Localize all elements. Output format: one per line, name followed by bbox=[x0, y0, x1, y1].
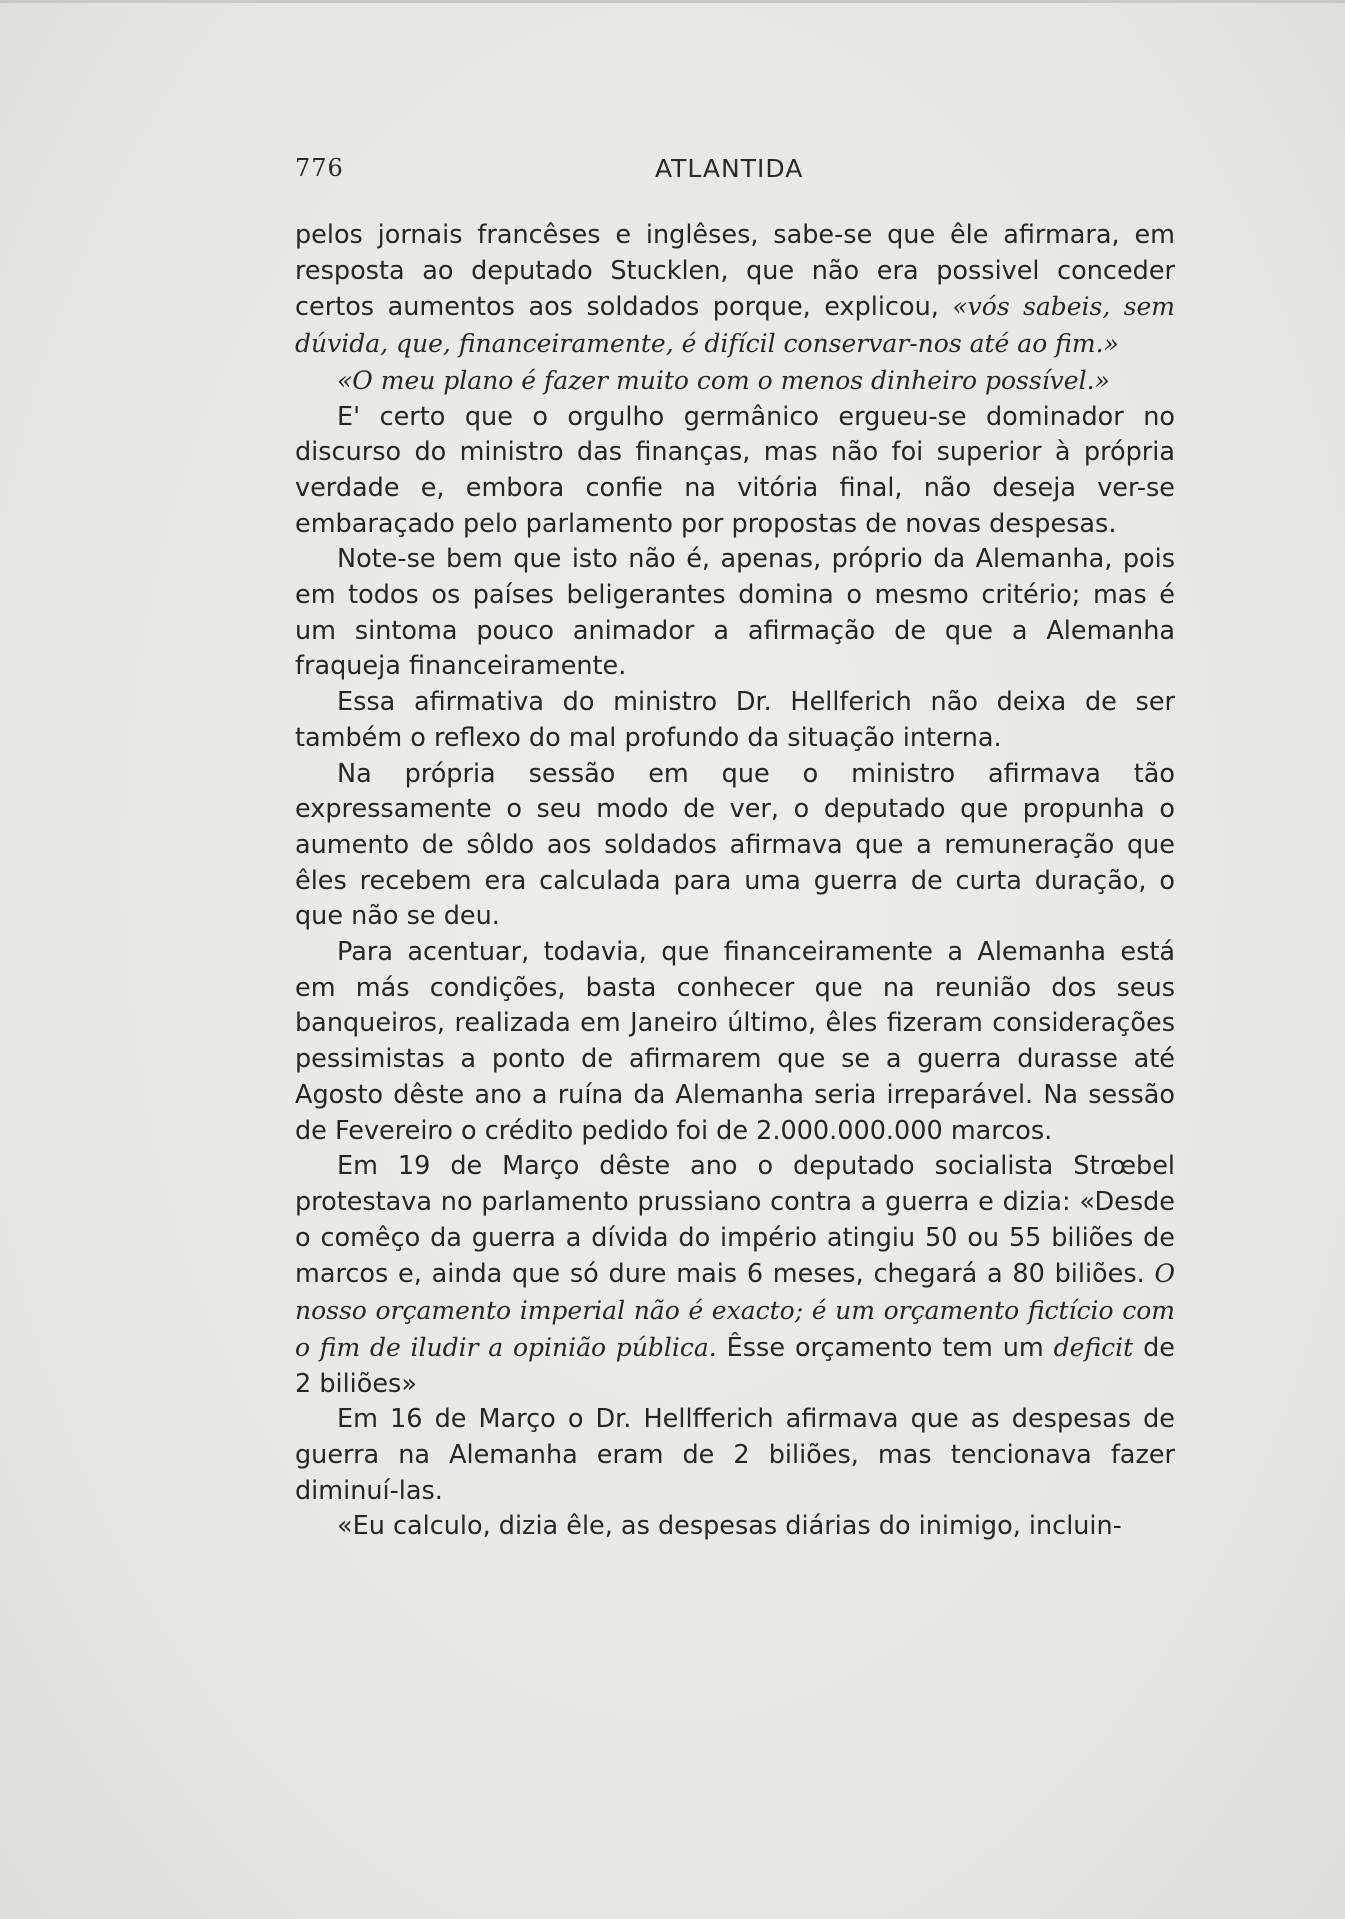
paragraph-7 bbox=[295, 935, 1175, 1149]
paragraph-text: Note-se bem que isto não é, apenas, próprio da Alemanha, pois em todos os países beligerantes domina o mesmo critério; mas é um sintoma pouco animador a afirmação de que a Alemanha fraqueja financeiramente. bbox=[295, 544, 1175, 682]
paragraph-text: de 2 biliões» bbox=[295, 1332, 1175, 1399]
article-body bbox=[295, 218, 1175, 1545]
paragraph-3 bbox=[295, 400, 1175, 543]
paragraph-6 bbox=[295, 757, 1175, 936]
paragraph-text: Em 16 de Março o Dr. Hellfferich afirmava que as despesas de guerra na Alemanha eram de 2 biliões, mas tencionava fazer diminuí-las. bbox=[295, 1404, 1175, 1506]
paragraph-text: Em 19 de Março dêste ano o deputado socialista Strœbel protestava no parlamento prussiano contra a guerra e dizia: «Desde o comêço da guerra a dívida do império atingiu 50 ou 55 biliões de marcos e, ainda que só dure mais 6 meses, chegará a 80 biliões. bbox=[295, 1151, 1175, 1290]
paragraph-text: E' certo que o orgulho germânico ergueu-se dominador no discurso do ministro das finanças, mas não foi superior à própria verdade e, embora confie na vitória final, não deseja ver-se embaraçado pelo parlamento por propostas de novas despesas. bbox=[295, 401, 1175, 539]
paragraph-4 bbox=[295, 542, 1175, 685]
quotation-text: O nosso orçamento imperial não é exacto; é um orçamento fictício com o fim de iludir a opinião pública. bbox=[295, 1259, 1175, 1362]
paragraph-text: Êsse orçamento tem um bbox=[716, 1332, 1054, 1363]
page-top-edge bbox=[0, 0, 1345, 3]
paragraph-text: Essa afirmativa do ministro Dr. Hellferich não deixa de ser também o reflexo do mal profundo da situação interna. bbox=[295, 687, 1175, 753]
paragraph-5 bbox=[295, 685, 1175, 756]
page-number: 776 bbox=[295, 154, 344, 182]
foreign-term: deficit bbox=[1053, 1332, 1134, 1362]
paragraph-10 bbox=[295, 1509, 1175, 1545]
paragraph-text: «Eu calculo, dizia êle, as despesas diárias do inimigo, incluin- bbox=[337, 1511, 1122, 1542]
paragraph-8 bbox=[295, 1149, 1175, 1402]
paragraph-text: Na própria sessão em que o ministro afirmava tão expressamente o seu modo de ver, o deputado que propunha o aumento de sôldo aos soldados afirmava que a remuneração que êles recebem era calculada para uma guerra de curta duração, o que não se deu. bbox=[295, 758, 1175, 932]
quotation-text: «vós sabeis, sem dúvida, que, financeiramente, é difícil conservar-nos até ao fim.» bbox=[295, 292, 1175, 359]
paragraph-text: pelos jornais francêses e inglêses, sabe-se que êle afirmara, em resposta ao deputado Stucklen, que não era possivel conceder certos aumentos aos soldados porque, explicou, bbox=[295, 220, 1175, 323]
paragraph-9 bbox=[295, 1402, 1175, 1509]
paragraph-1 bbox=[295, 218, 1175, 363]
paragraph-text: Para acentuar, todavia, que financeiramente a Alemanha está em más condições, basta conhecer que na reunião dos seus banqueiros, realizada em Janeiro último, êles fizeram considerações pessimistas a ponto de afirmarem que se a guerra durasse até Agosto dêste ano a ruína da Alemanha seria irreparável. Na sessão de Fevereiro o crédito pedido foi de 2.000.000.000 marcos. bbox=[295, 937, 1175, 1146]
running-header bbox=[295, 150, 1175, 190]
quotation-text: «O meu plano é fazer muito com o menos dinheiro possível.» bbox=[337, 365, 1110, 395]
journal-title: ATLANTIDA bbox=[655, 154, 804, 183]
paragraph-2 bbox=[295, 363, 1175, 400]
